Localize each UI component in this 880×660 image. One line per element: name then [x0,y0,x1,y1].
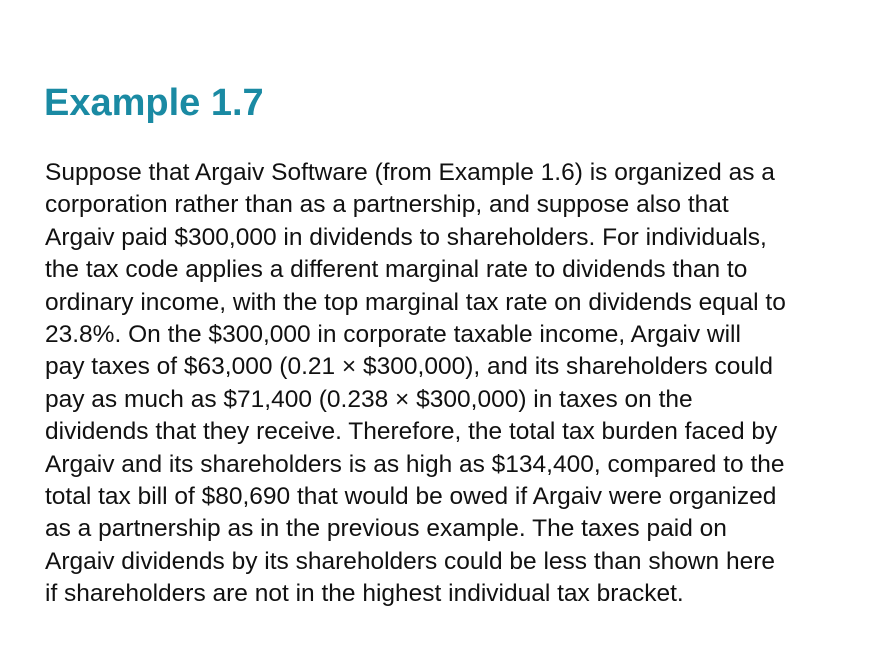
body-line: Argaiv dividends by its shareholders could be less than shown here [45,547,775,575]
body-line: Argaiv paid $300,000 in dividends to shareholders. For individuals, [45,223,767,251]
body-line: dividends that they receive. Therefore, the total tax burden faced by [45,418,778,446]
slide-body-text [45,157,865,611]
body-line: pay as much as $71,400 (0.238 × $300,000) in taxes on the [45,385,693,413]
body-line: corporation rather than as a partnership, and suppose also that [45,191,729,219]
body-line: as a partnership as in the previous example. The taxes paid on [45,515,727,543]
body-line: the tax code applies a different marginal rate to dividends than to [45,256,748,284]
body-line: Argaiv and its shareholders is as high as $134,400, compared to the [45,450,785,478]
slide-title: Example 1.7 [44,82,264,124]
body-line: ordinary income, with the top marginal tax rate on dividends equal to [45,288,786,316]
body-line: Suppose that Argaiv Software (from Example 1.6) is organized as a [45,159,775,186]
body-line: 23.8%. On the $300,000 in corporate taxable income, Argaiv will [45,321,741,349]
body-line: if shareholders are not in the highest individual tax bracket. [45,580,684,608]
body-line: pay taxes of $63,000 (0.21 × $300,000), and its shareholders could [45,353,774,381]
body-line: total tax bill of $80,690 that would be owed if Argaiv were organized [45,483,777,511]
